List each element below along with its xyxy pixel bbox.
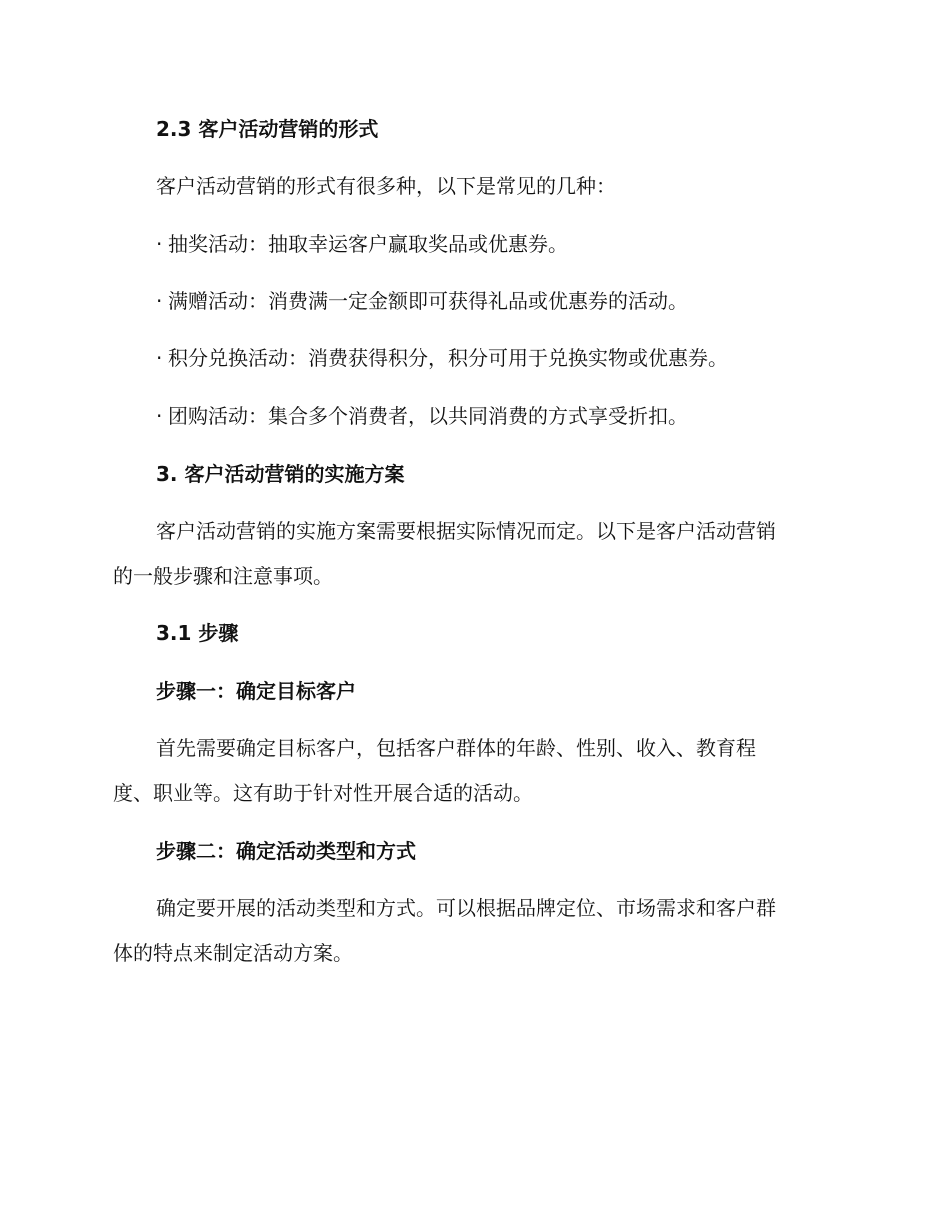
bullet-marker: · bbox=[156, 289, 163, 313]
list-item bbox=[0, 403, 950, 429]
step2-paragraph-line2: 体的特点来制定活动方案。 bbox=[113, 941, 353, 965]
paragraph-intro-3-line1: 客户活动营销的实施方案需要根据实际情况而定。以下是客户活动营销 bbox=[156, 519, 776, 543]
list-item bbox=[0, 231, 950, 257]
section-heading-2-3: 2.3 客户活动营销的形式 bbox=[156, 117, 379, 141]
section-heading-3: 3. 客户活动营销的实施方案 bbox=[156, 462, 405, 486]
bullet-marker: · bbox=[156, 232, 163, 256]
step1-paragraph-line1: 首先需要确定目标客户，包括客户群体的年龄、性别、收入、教育程 bbox=[156, 736, 756, 760]
list-item-text: 满赠活动：消费满一定金额即可获得礼品或优惠券的活动。 bbox=[168, 289, 688, 313]
step2-title: 步骤二：确定活动类型和方式 bbox=[156, 839, 416, 863]
paragraph-intro-3-line2: 的一般步骤和注意事项。 bbox=[113, 564, 333, 588]
step2-paragraph-line1: 确定要开展的活动类型和方式。可以根据品牌定位、市场需求和客户群 bbox=[156, 896, 776, 920]
list-item-text: 团购活动：集合多个消费者，以共同消费的方式享受折扣。 bbox=[168, 404, 688, 428]
step1-title: 步骤一：确定目标客户 bbox=[156, 679, 356, 703]
list-item-text: 积分兑换活动：消费获得积分，积分可用于兑换实物或优惠券。 bbox=[168, 346, 728, 370]
list-item-text: 抽奖活动：抽取幸运客户赢取奖品或优惠券。 bbox=[168, 232, 568, 256]
step1-paragraph-line2: 度、职业等。这有助于针对性开展合适的活动。 bbox=[113, 781, 533, 805]
list-item bbox=[0, 288, 950, 314]
bullet-marker: · bbox=[156, 346, 163, 370]
list-item bbox=[0, 345, 950, 371]
paragraph-intro-2-3: 客户活动营销的形式有很多种，以下是常见的几种： bbox=[156, 174, 616, 198]
section-heading-3-1: 3.1 步骤 bbox=[156, 621, 239, 645]
bullet-marker: · bbox=[156, 404, 163, 428]
